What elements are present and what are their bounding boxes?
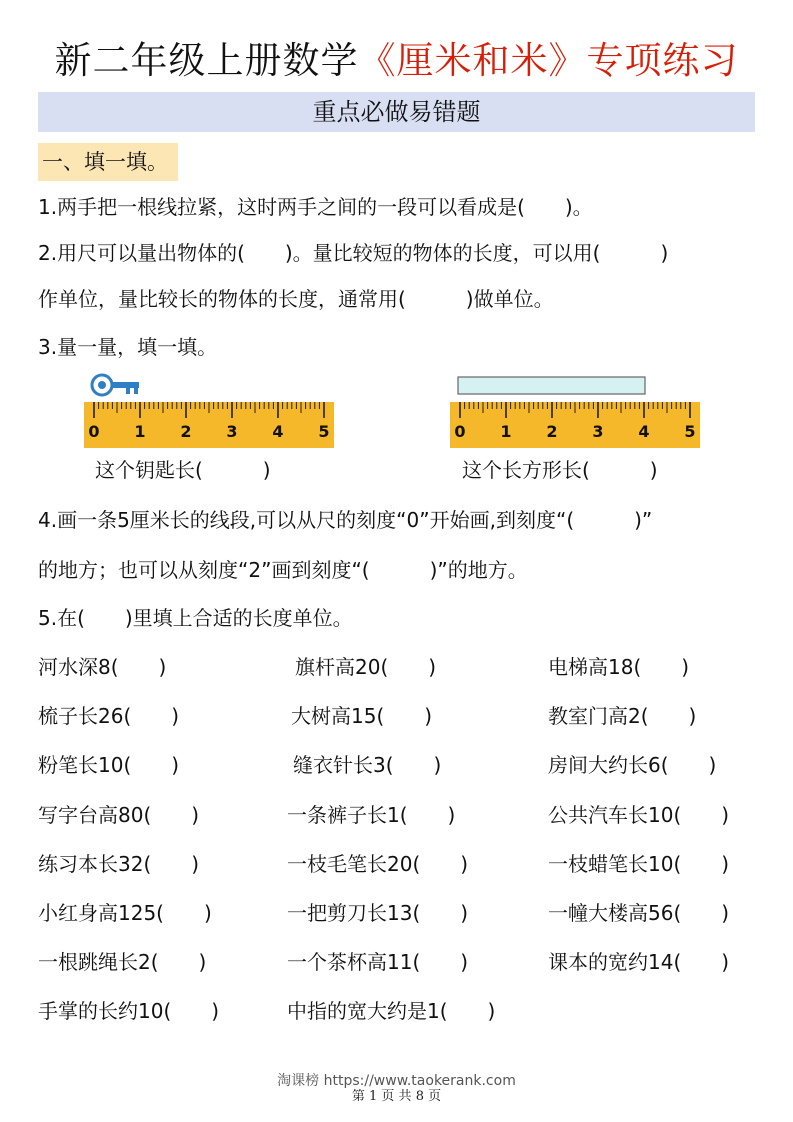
ruler-label: 4 [638,422,650,441]
grid-item: 河水深8( ) [38,655,167,679]
grid-item: 一枝毛笔长20( ) [287,851,469,876]
key-icon [90,373,142,399]
question-3: 3.量一量，填一填。 [38,335,218,359]
ruler-label: 4 [272,422,284,441]
key-length-caption: 这个钥匙长( ) [95,458,271,482]
grid-item: 一根跳绳长2( ) [38,950,207,975]
page-title [0,30,793,84]
rectangle-figure [457,376,647,396]
grid-item: 小红身高125( ) [38,901,212,925]
grid-item: 课本的宽约14( ) [548,950,730,975]
grid-item: 一把剪刀长13( ) [287,901,469,925]
grid-item: 公共汽车长10( ) [548,802,730,827]
footer-page-number: 第 1 页 共 8 页 [351,1089,442,1104]
title-part2: 《厘米和米》 [358,39,587,82]
grid-item: 中指的宽大约是1( ) [287,999,496,1024]
grid-item: 电梯高18( ) [548,655,690,679]
grid-item: 梳子长26( ) [38,704,180,729]
ruler-label: 0 [454,422,466,441]
grid-item: 练习本长32( ) [38,851,200,876]
grid-item: 大树高15( ) [291,704,433,729]
grid-item: 缝衣针长3( ) [293,753,442,778]
ruler-right [450,402,700,448]
ruler-label: 3 [592,422,604,441]
footer-site: 淘课榜 https://www.taokerank.com [277,1073,516,1089]
grid-item: 一条裤子长1( ) [287,802,456,827]
question-5: 5.在( )里填上合适的长度单位。 [38,606,353,630]
question-1: 1.两手把一根线拉紧，这时两手之间的一段可以看成是( )。 [38,195,593,219]
ruler-label: 2 [180,422,192,441]
section-banner [38,92,755,132]
grid-item: 一枝蜡笔长10( ) [548,851,730,876]
ruler-label: 0 [88,422,100,441]
grid-item: 手掌的长约10( ) [38,999,220,1024]
grid-item: 写字台高80( ) [38,802,200,827]
ruler-label: 1 [134,422,146,441]
ruler-label: 5 [684,422,696,441]
section-heading: 一、填一填。 [38,143,178,181]
grid-item: 一幢大楼高56( ) [548,901,730,925]
ruler-label: 5 [318,422,330,441]
question-2-line1: 2.用尺可以量出物体的( )。量比较短的物体的长度，可以用( ) [38,241,669,265]
ruler-label: 2 [546,422,558,441]
ruler-label: 3 [226,422,238,441]
grid-item: 房间大约长6( ) [548,753,717,778]
rect-length-caption: 这个长方形长( ) [462,458,658,482]
title-part1: 新二年级上册数学 [54,39,359,82]
ruler-left [84,402,334,448]
banner-text: 重点必做易错题 [312,98,481,126]
question-2-line2: 作单位，量比较长的物体的长度，通常用( )做单位。 [38,287,554,311]
question-4-line1: 4.画一条5厘米长的线段,可以从尺的刻度“0”开始画,到刻度“( )” [38,508,653,532]
grid-item: 旗杆高20( ) [295,655,437,679]
grid-item: 粉笔长10( ) [38,753,180,778]
ruler-label: 1 [500,422,512,441]
title-part3: 专项练习 [586,39,739,82]
grid-item: 一个茶杯高11( ) [287,950,469,975]
question-4-line2: 的地方；也可以从刻度“2”画到刻度“( )”的地方。 [38,558,528,582]
grid-item: 教室门高2( ) [548,704,697,729]
